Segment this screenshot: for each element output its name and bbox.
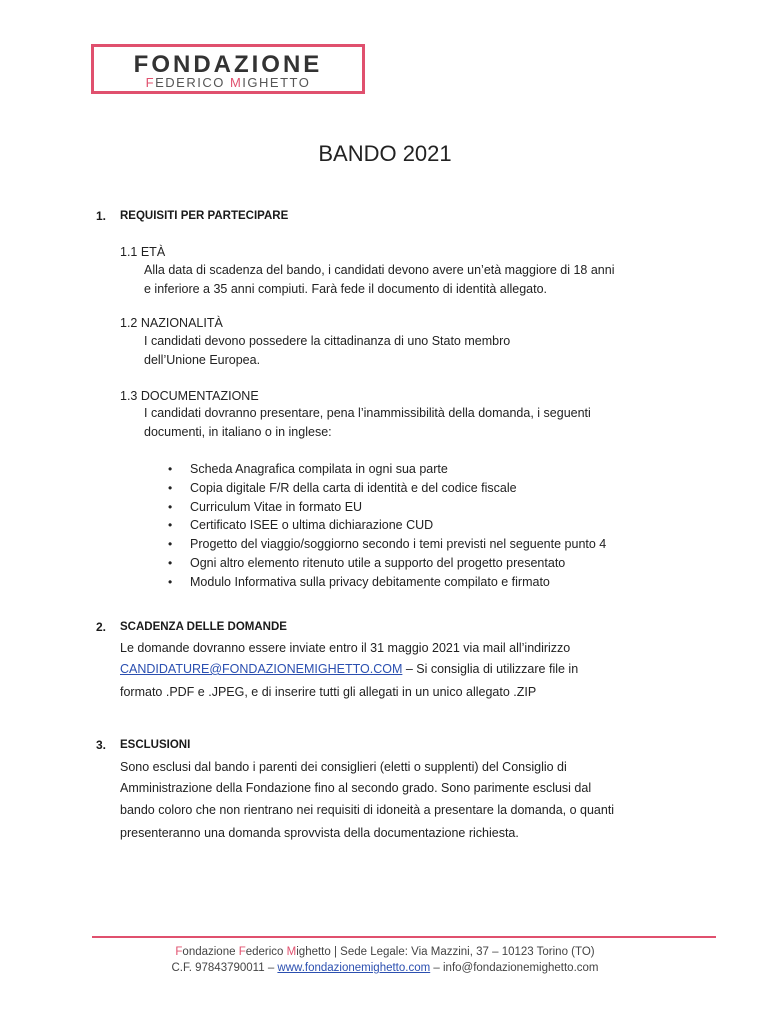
bullet-icon: • [168, 537, 173, 551]
subsection-1-3-heading: 1.3 DOCUMENTAZIONE [120, 389, 259, 403]
foundation-logo [91, 44, 365, 94]
list-item: • Copia digitale F/R della carta di identità e del codice fiscale [168, 481, 517, 495]
footer-address: Fondazione Federico Mighetto | Sede Legale: Via Mazzini, 37 – 10123 Torino (TO) [175, 946, 595, 958]
logo-main-text: FONDAZIONE [133, 51, 323, 78]
subsection-1-2-text: I candidati devono possedere la cittadinanza di uno Stato membro [144, 334, 511, 348]
section-1-title: REQUISITI PER PARTECIPARE [120, 210, 289, 222]
subsection-1-1-text: Alla data di scadenza del bando, i candidati devono avere un’età maggiore di 18 anni [144, 263, 615, 277]
section-2-number: 2. [96, 620, 107, 634]
section-3-text: Amministrazione della Fondazione fino al secondo grado. Sono parimente esclusi dal [120, 781, 592, 795]
section-3-number: 3. [96, 738, 107, 752]
subsection-1-3-text: I candidati dovranno presentare, pena l’inammissibilità della domanda, i seguenti [144, 406, 591, 420]
section-2-title: SCADENZA DELLE DOMANDE [120, 621, 287, 633]
section-2-text: Le domande dovranno essere inviate entro il 31 maggio 2021 via mail all’indirizzo [120, 641, 571, 655]
subsection-1-1-heading: 1.1 ETÀ [120, 245, 166, 259]
bullet-icon: • [168, 481, 173, 495]
subsection-1-2-text: dell’Unione Europea. [144, 353, 261, 367]
footer-email: – info@fondazionemighetto.com [430, 962, 599, 974]
page-title: BANDO 2021 [318, 141, 452, 166]
subsection-1-2-heading: 1.2 NAZIONALITÀ [120, 316, 223, 330]
website-link[interactable]: www.fondazionemighetto.com [277, 962, 431, 974]
section-1-number: 1. [96, 209, 107, 223]
logo-sub-text: FEDERICO MIGHETTO [145, 75, 311, 90]
footer-divider [92, 936, 716, 938]
bullet-icon: • [168, 575, 173, 589]
footer-contacts: C.F. 97843790011 – www.fondazionemighetto.com – info@fondazionemighetto.com [171, 962, 599, 974]
section-3-text: presenteranno una domanda sprovvista della documentazione richiesta. [120, 826, 519, 840]
section-3-title: ESCLUSIONI [120, 739, 191, 751]
list-item: • Modulo Informativa sulla privacy debitamente compilato e firmato [168, 575, 550, 589]
bullet-icon: • [168, 556, 173, 570]
subsection-1-3-text: documenti, in italiano o in inglese: [144, 425, 332, 439]
section-3-text: bando coloro che non rientrano nei requisiti di idoneità a presentare la domanda, o quanti [120, 803, 615, 817]
section-2-text: CANDIDATURE@FONDAZIONEMIGHETTO.COM – Si consiglia di utilizzare file in [120, 662, 579, 676]
list-item: • Certificato ISEE o ultima dichiarazione CUD [168, 518, 434, 532]
section-2-text: formato .PDF e .JPEG, e di inserire tutti gli allegati in un unico allegato .ZIP [120, 685, 537, 699]
list-item: • Scheda Anagrafica compilata in ogni sua parte [168, 462, 448, 476]
list-item: • Curriculum Vitae in formato EU [168, 500, 363, 514]
bullet-icon: • [168, 500, 173, 514]
subsection-1-1-text: e inferiore a 35 anni compiuti. Farà fede il documento di identità allegato. [144, 282, 548, 296]
section-3-text: Sono esclusi dal bando i parenti dei consiglieri (eletti o supplenti) del Consiglio di [120, 760, 567, 774]
list-item: • Ogni altro elemento ritenuto utile a supporto del progetto presentato [168, 556, 566, 570]
list-item: • Progetto del viaggio/soggiorno secondo i temi previsti nel seguente punto 4 [168, 537, 607, 551]
bullet-icon: • [168, 518, 173, 532]
candidature-email-link[interactable]: CANDIDATURE@FONDAZIONEMIGHETTO.COM [120, 662, 403, 676]
bullet-icon: • [168, 462, 173, 476]
